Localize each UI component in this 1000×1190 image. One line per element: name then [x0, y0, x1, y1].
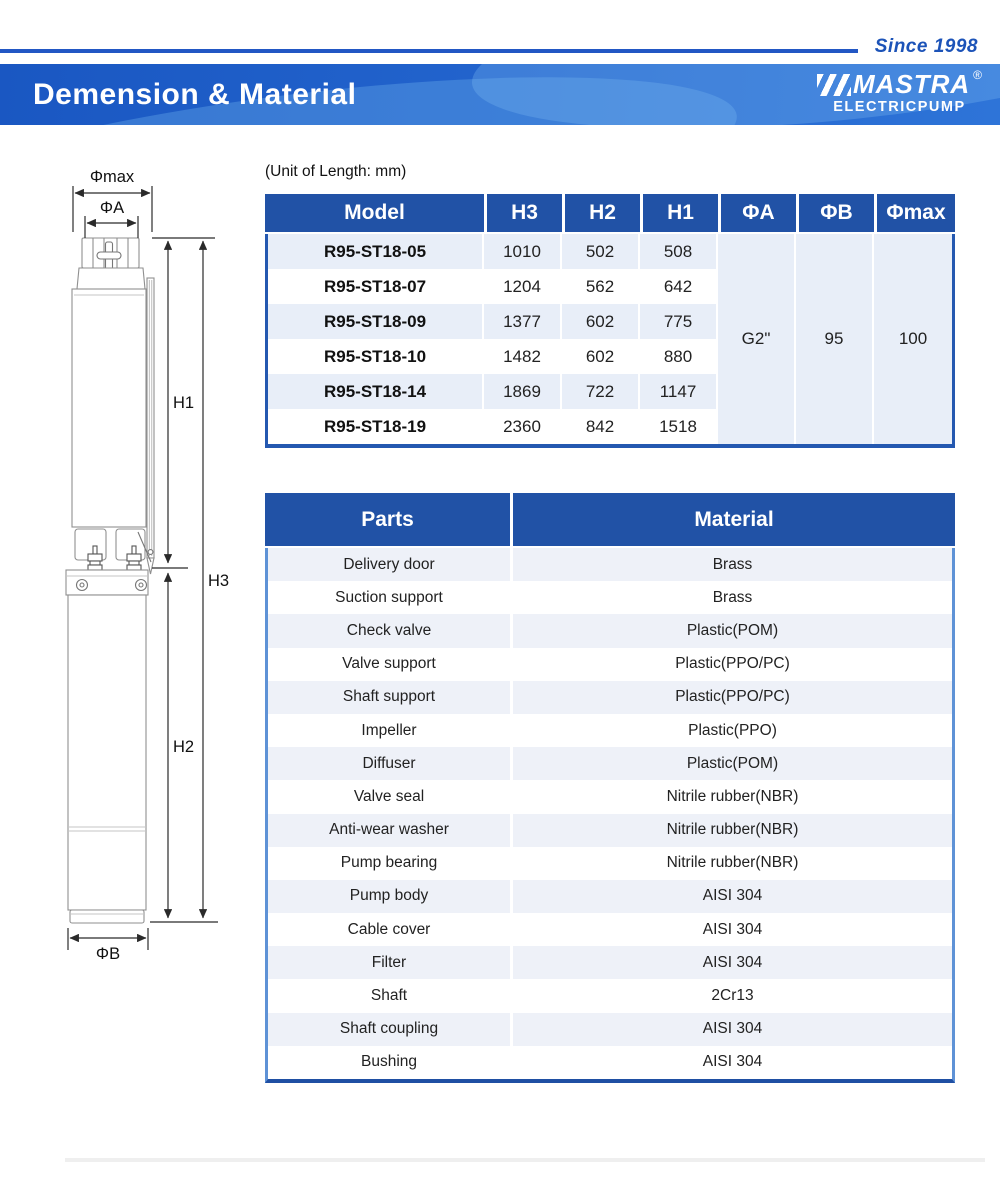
value-cell: 1869	[484, 374, 562, 409]
table-row	[268, 1046, 952, 1079]
material-cell: Plastic(PPO/PC)	[675, 688, 790, 706]
shared-phimax-cell: 100	[874, 234, 952, 444]
part-name-cell: Shaft support	[268, 681, 513, 714]
shared-phib-cell: 95	[796, 234, 874, 444]
model-cell: R95-ST18-10	[268, 339, 484, 374]
value-cell: 1010	[484, 234, 562, 269]
value-cell: 642	[640, 269, 718, 304]
material-cell: Brass	[712, 555, 753, 573]
table-row	[268, 681, 952, 714]
table-row	[268, 814, 952, 847]
page-title: Demension & Material	[33, 77, 357, 111]
part-name-cell: Diffuser	[268, 747, 513, 780]
table-row	[268, 780, 952, 813]
value-cell: 1377	[484, 304, 562, 339]
column-header: ΦA	[721, 194, 799, 232]
value-cell: 602	[562, 339, 640, 374]
label-h2: H2	[173, 738, 195, 756]
material-cell: Plastic(PPO/PC)	[675, 655, 790, 673]
table-row	[268, 946, 952, 979]
logo-subtitle: ELECTRICPUMP	[833, 99, 966, 115]
pump-outline	[66, 238, 154, 923]
table-row	[268, 648, 952, 681]
part-name-cell: Suction support	[268, 581, 513, 614]
dimension-table-header	[265, 194, 955, 232]
column-header: H3	[487, 194, 565, 232]
table-row	[268, 581, 952, 614]
model-cell: R95-ST18-09	[268, 304, 484, 339]
since-label: Since 1998	[874, 36, 978, 57]
value-cell: 880	[640, 339, 718, 374]
column-header: Model	[265, 194, 487, 232]
label-phib: ΦB	[95, 945, 121, 963]
label-phimax: Φmax	[89, 168, 135, 186]
dimension-table	[265, 194, 955, 448]
part-name-cell: Filter	[268, 946, 513, 979]
material-cell: AISI 304	[702, 1020, 763, 1038]
column-header: H2	[565, 194, 643, 232]
value-cell: 562	[562, 269, 640, 304]
parts-table-header	[265, 493, 955, 546]
table-row	[268, 880, 952, 913]
model-cell: R95-ST18-19	[268, 409, 484, 444]
pump-diagram	[50, 158, 240, 973]
material-cell: AISI 304	[702, 1053, 763, 1071]
value-cell: 1204	[484, 269, 562, 304]
page-banner	[0, 64, 1000, 125]
top-accent-rule	[0, 49, 858, 53]
table-row	[268, 847, 952, 880]
column-header: ΦB	[799, 194, 877, 232]
part-name-cell: Delivery door	[268, 548, 513, 581]
part-name-cell: Bushing	[268, 1046, 513, 1079]
value-cell: 1482	[484, 339, 562, 374]
table-row	[268, 913, 952, 946]
value-cell: 1147	[640, 374, 718, 409]
column-header: Material	[513, 493, 955, 546]
part-name-cell: Valve seal	[268, 780, 513, 813]
shared-phia-cell: G2"	[718, 234, 796, 444]
material-cell: 2Cr13	[711, 987, 754, 1005]
part-name-cell: Check valve	[268, 614, 513, 647]
value-cell: 775	[640, 304, 718, 339]
part-name-cell: Valve support	[268, 648, 513, 681]
label-h1: H1	[173, 394, 195, 412]
column-header: Φmax	[877, 194, 955, 232]
part-name-cell: Cable cover	[268, 913, 513, 946]
label-phia: ΦA	[99, 199, 125, 217]
part-name-cell: Pump body	[268, 880, 513, 913]
brand-logo	[817, 68, 982, 115]
table-row	[268, 614, 952, 647]
model-cell: R95-ST18-14	[268, 374, 484, 409]
material-cell: AISI 304	[702, 887, 763, 905]
table-row	[268, 747, 952, 780]
material-cell: AISI 304	[702, 953, 763, 971]
value-cell: 1518	[640, 409, 718, 444]
material-cell: Plastic(POM)	[686, 621, 779, 639]
value-cell: 842	[562, 409, 640, 444]
model-cell: R95-ST18-05	[268, 234, 484, 269]
logo-brand-text: MASTRA	[852, 69, 971, 99]
value-cell: 722	[562, 374, 640, 409]
dimension-table-body	[265, 234, 955, 448]
material-cell: Plastic(PPO)	[688, 721, 777, 739]
material-cell: AISI 304	[702, 920, 763, 938]
part-name-cell: Anti-wear washer	[268, 814, 513, 847]
table-row	[268, 714, 952, 747]
material-cell: Nitrile rubber(NBR)	[666, 787, 799, 805]
column-header: Parts	[265, 493, 513, 546]
value-cell: 502	[562, 234, 640, 269]
logo-slashes-icon	[817, 74, 851, 96]
column-header: H1	[643, 194, 721, 232]
material-cell: Plastic(POM)	[686, 754, 779, 772]
table-row	[268, 548, 952, 581]
part-name-cell: Pump bearing	[268, 847, 513, 880]
table-row	[268, 979, 952, 1012]
registered-mark: ®	[973, 68, 982, 82]
label-h3: H3	[208, 572, 230, 590]
parts-table	[265, 493, 955, 1083]
table-row	[268, 1013, 952, 1046]
part-name-cell: Shaft coupling	[268, 1013, 513, 1046]
material-cell: Nitrile rubber(NBR)	[666, 854, 799, 872]
value-cell: 2360	[484, 409, 562, 444]
part-name-cell: Impeller	[268, 714, 513, 747]
material-cell: Nitrile rubber(NBR)	[666, 821, 799, 839]
part-name-cell: Shaft	[268, 979, 513, 1012]
unit-of-length-note: (Unit of Length: mm)	[265, 163, 407, 180]
model-cell: R95-ST18-07	[268, 269, 484, 304]
value-cell: 508	[640, 234, 718, 269]
parts-table-body	[265, 548, 955, 1083]
material-cell: Brass	[712, 588, 753, 606]
bottom-divider-rule	[65, 1158, 985, 1162]
value-cell: 602	[562, 304, 640, 339]
